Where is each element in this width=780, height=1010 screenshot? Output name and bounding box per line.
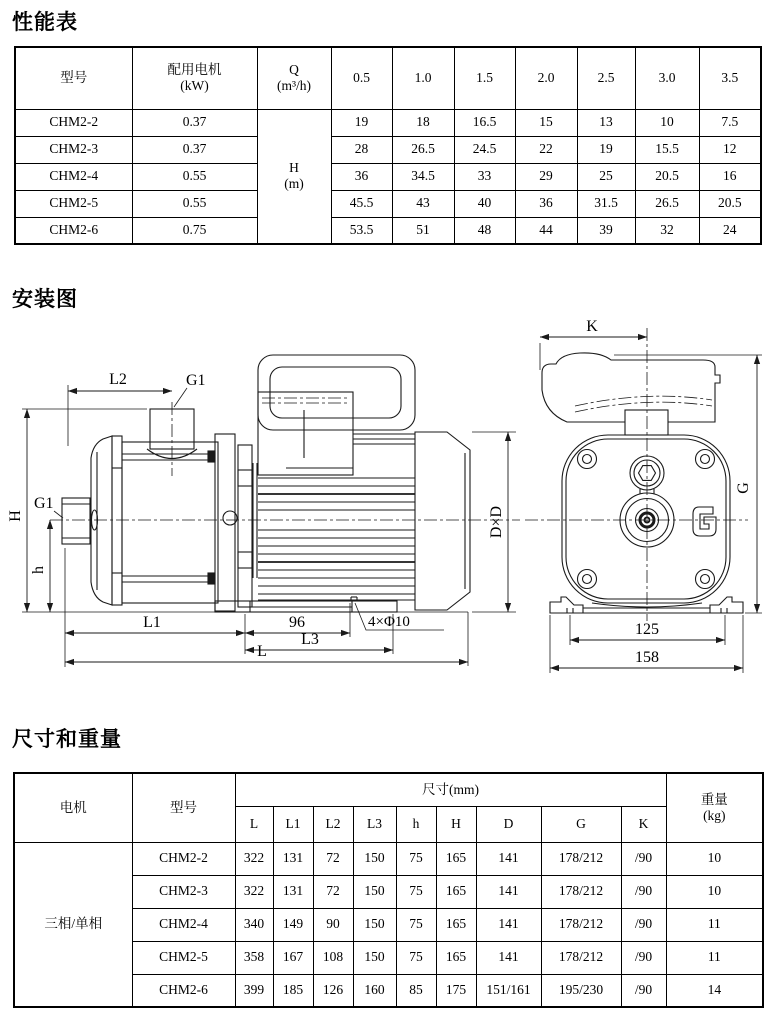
dim-cell: 141 bbox=[476, 875, 541, 908]
header-motor: 电机 bbox=[14, 773, 132, 842]
model-cell: CHM2-5 bbox=[132, 941, 235, 974]
dim-cell: 131 bbox=[273, 875, 313, 908]
header-dim-col: L bbox=[235, 806, 273, 842]
header-dim-col: D bbox=[476, 806, 541, 842]
model-cell: CHM2-6 bbox=[132, 974, 235, 1007]
dim-cell: 167 bbox=[273, 941, 313, 974]
flow-value: 2.0 bbox=[515, 47, 577, 109]
corner-bolts bbox=[578, 450, 715, 589]
header-motor-power-line1: 配用电机 bbox=[167, 62, 222, 78]
flow-value: 0.5 bbox=[331, 47, 392, 109]
head-cell: 26.5 bbox=[392, 136, 454, 163]
dim-cell: 322 bbox=[235, 842, 273, 875]
head-cell: 36 bbox=[515, 190, 577, 217]
dim-label-DxD: D×D bbox=[488, 505, 505, 539]
dim-cell: 90 bbox=[313, 908, 353, 941]
weight-cell: 10 bbox=[666, 875, 763, 908]
head-unit-line2: (m) bbox=[284, 176, 304, 192]
head-cell: 13 bbox=[577, 109, 635, 136]
head-cell: 18 bbox=[392, 109, 454, 136]
head-cell: 36 bbox=[331, 163, 392, 190]
fan-cover bbox=[415, 432, 470, 610]
dim-cell: 141 bbox=[476, 908, 541, 941]
dim-cell: 75 bbox=[396, 908, 436, 941]
dim-cell: 165 bbox=[436, 842, 476, 875]
header-motor-power-line2: (kW) bbox=[180, 78, 209, 94]
dim-cell: 72 bbox=[313, 875, 353, 908]
header-flow-line2: (m³/h) bbox=[276, 78, 312, 94]
dim-label-L: L bbox=[257, 643, 267, 660]
head-unit-line1: H bbox=[289, 160, 299, 176]
dim-cell: 165 bbox=[436, 941, 476, 974]
power-cell: 0.37 bbox=[132, 109, 257, 136]
performance-table bbox=[14, 46, 762, 245]
dim-label-L3: L3 bbox=[301, 631, 319, 648]
conduit-cover bbox=[625, 410, 668, 435]
head-cell: 43 bbox=[392, 190, 454, 217]
dim-cell: 160 bbox=[353, 974, 396, 1007]
pump-end-cover bbox=[91, 436, 112, 605]
flow-value: 3.5 bbox=[699, 47, 761, 109]
head-cell: 39 bbox=[577, 217, 635, 244]
head-cell: 51 bbox=[392, 217, 454, 244]
dimensions-section-title: 尺寸和重量 bbox=[12, 727, 122, 751]
head-cell: 25 bbox=[577, 163, 635, 190]
dim-cell: 150 bbox=[353, 842, 396, 875]
dim-cell: 75 bbox=[396, 842, 436, 875]
dim-cell: /90 bbox=[621, 908, 666, 941]
dim-label-G1-left: G1 bbox=[34, 495, 54, 512]
dim-cell: 178/212 bbox=[541, 842, 621, 875]
weight-cell: 11 bbox=[666, 908, 763, 941]
dim-cell: 126 bbox=[313, 974, 353, 1007]
flow-value: 3.0 bbox=[635, 47, 699, 109]
dim-cell: 399 bbox=[235, 974, 273, 1007]
header-flow-line1: Q bbox=[289, 62, 299, 78]
header-dim-col: H bbox=[436, 806, 476, 842]
rear-dimensions bbox=[540, 318, 762, 673]
head-cell: 19 bbox=[577, 136, 635, 163]
dim-cell: /90 bbox=[621, 974, 666, 1007]
dim-cell: 358 bbox=[235, 941, 273, 974]
head-cell: 16 bbox=[699, 163, 761, 190]
header-model: 型号 bbox=[132, 773, 235, 842]
dim-cell: 150 bbox=[353, 908, 396, 941]
header-model: 型号 bbox=[15, 47, 132, 109]
header-dim-col: G bbox=[541, 806, 621, 842]
dim-label-125: 125 bbox=[635, 621, 659, 638]
dim-label-G1-top: G1 bbox=[186, 372, 206, 389]
dim-label-G: G bbox=[735, 482, 752, 494]
dim-cell: 141 bbox=[476, 842, 541, 875]
header-dim-col: L3 bbox=[353, 806, 396, 842]
dim-cell: 131 bbox=[273, 842, 313, 875]
head-cell: 15 bbox=[515, 109, 577, 136]
dim-cell: 178/212 bbox=[541, 941, 621, 974]
head-cell: 32 bbox=[635, 217, 699, 244]
dim-cell: 150 bbox=[353, 941, 396, 974]
dim-label-K: K bbox=[586, 318, 598, 335]
dim-cell: 149 bbox=[273, 908, 313, 941]
power-cell: 0.55 bbox=[132, 190, 257, 217]
dim-cell: 85 bbox=[396, 974, 436, 1007]
dim-label-h: h bbox=[30, 566, 47, 574]
model-cell: CHM2-3 bbox=[132, 875, 235, 908]
dim-label-bolt-holes: 4×Φ10 bbox=[368, 614, 410, 630]
side-view bbox=[22, 355, 520, 612]
side-dimensions bbox=[7, 371, 516, 667]
dim-cell: 175 bbox=[436, 974, 476, 1007]
head-cell: 10 bbox=[635, 109, 699, 136]
head-cell: 19 bbox=[331, 109, 392, 136]
head-cell: 45.5 bbox=[331, 190, 392, 217]
flow-value: 2.5 bbox=[577, 47, 635, 109]
dim-label-L1: L1 bbox=[143, 614, 161, 631]
performance-section-title: 性能表 bbox=[12, 10, 78, 34]
head-cell: 24 bbox=[699, 217, 761, 244]
header-weight-line1: 重量 bbox=[700, 791, 728, 807]
suction-port bbox=[62, 498, 90, 544]
model-cell: CHM2-3 bbox=[15, 136, 132, 163]
weight-cell: 14 bbox=[666, 974, 763, 1007]
dim-cell: 151/161 bbox=[476, 974, 541, 1007]
head-cell: 16.5 bbox=[454, 109, 515, 136]
flow-value: 1.5 bbox=[454, 47, 515, 109]
head-cell: 24.5 bbox=[454, 136, 515, 163]
head-cell: 15.5 bbox=[635, 136, 699, 163]
installation-diagram bbox=[0, 318, 780, 690]
dim-label-96: 96 bbox=[289, 614, 305, 631]
pump-barrel bbox=[122, 442, 218, 603]
head-cell: 29 bbox=[515, 163, 577, 190]
dim-cell: 75 bbox=[396, 875, 436, 908]
head-cell: 48 bbox=[454, 217, 515, 244]
dimensions-table bbox=[13, 772, 764, 1008]
dim-cell: 165 bbox=[436, 875, 476, 908]
dim-cell: 75 bbox=[396, 941, 436, 974]
head-cell: 20.5 bbox=[635, 163, 699, 190]
dim-cell: /90 bbox=[621, 875, 666, 908]
head-cell: 26.5 bbox=[635, 190, 699, 217]
head-cell: 40 bbox=[454, 190, 515, 217]
head-cell: 28 bbox=[331, 136, 392, 163]
header-motor-power bbox=[132, 47, 257, 109]
header-dim-col: K bbox=[621, 806, 666, 842]
head-cell: 53.5 bbox=[331, 217, 392, 244]
dim-cell: 108 bbox=[313, 941, 353, 974]
dim-cell: 340 bbox=[235, 908, 273, 941]
dim-cell: /90 bbox=[621, 941, 666, 974]
header-dim-col: L2 bbox=[313, 806, 353, 842]
head-cell: 20.5 bbox=[699, 190, 761, 217]
dim-cell: 165 bbox=[436, 908, 476, 941]
dim-cell: 195/230 bbox=[541, 974, 621, 1007]
dim-label-L2: L2 bbox=[109, 371, 127, 388]
header-dim-col: h bbox=[396, 806, 436, 842]
head-cell: 12 bbox=[699, 136, 761, 163]
header-weight bbox=[666, 773, 763, 842]
dim-cell: /90 bbox=[621, 842, 666, 875]
head-cell: 7.5 bbox=[699, 109, 761, 136]
dim-cell: 150 bbox=[353, 875, 396, 908]
brand-logo bbox=[693, 507, 716, 536]
model-cell: CHM2-5 bbox=[15, 190, 132, 217]
model-cell: CHM2-4 bbox=[132, 908, 235, 941]
base-feet bbox=[22, 597, 468, 612]
installation-section-title: 安装图 bbox=[12, 287, 78, 311]
head-cell: 44 bbox=[515, 217, 577, 244]
dim-cell: 322 bbox=[235, 875, 273, 908]
power-cell: 0.37 bbox=[132, 136, 257, 163]
header-weight-line2: (kg) bbox=[703, 807, 726, 823]
dim-cell: 141 bbox=[476, 941, 541, 974]
head-cell: 33 bbox=[454, 163, 515, 190]
model-cell: CHM2-4 bbox=[15, 163, 132, 190]
terminal-box bbox=[258, 392, 353, 475]
power-cell: 0.75 bbox=[132, 217, 257, 244]
dim-cell: 72 bbox=[313, 842, 353, 875]
dim-cell: 178/212 bbox=[541, 908, 621, 941]
dim-cell: 185 bbox=[273, 974, 313, 1007]
rear-view bbox=[525, 328, 748, 621]
flow-value: 1.0 bbox=[392, 47, 454, 109]
head-unit-cell bbox=[257, 109, 331, 244]
header-flow bbox=[257, 47, 331, 109]
head-cell: 34.5 bbox=[392, 163, 454, 190]
motor-fins bbox=[258, 478, 415, 600]
weight-cell: 10 bbox=[666, 842, 763, 875]
model-cell: CHM2-2 bbox=[15, 109, 132, 136]
model-cell: CHM2-6 bbox=[15, 217, 132, 244]
dim-cell: 178/212 bbox=[541, 875, 621, 908]
power-cell: 0.55 bbox=[132, 163, 257, 190]
head-cell: 31.5 bbox=[577, 190, 635, 217]
head-cell: 22 bbox=[515, 136, 577, 163]
dim-label-H: H bbox=[7, 510, 24, 522]
dim-label-158: 158 bbox=[635, 649, 659, 666]
header-size-group: 尺寸(mm) bbox=[235, 773, 666, 806]
header-dim-col: L1 bbox=[273, 806, 313, 842]
model-cell: CHM2-2 bbox=[132, 842, 235, 875]
motor-type-cell: 三相/单相 bbox=[14, 842, 132, 1007]
weight-cell: 11 bbox=[666, 941, 763, 974]
